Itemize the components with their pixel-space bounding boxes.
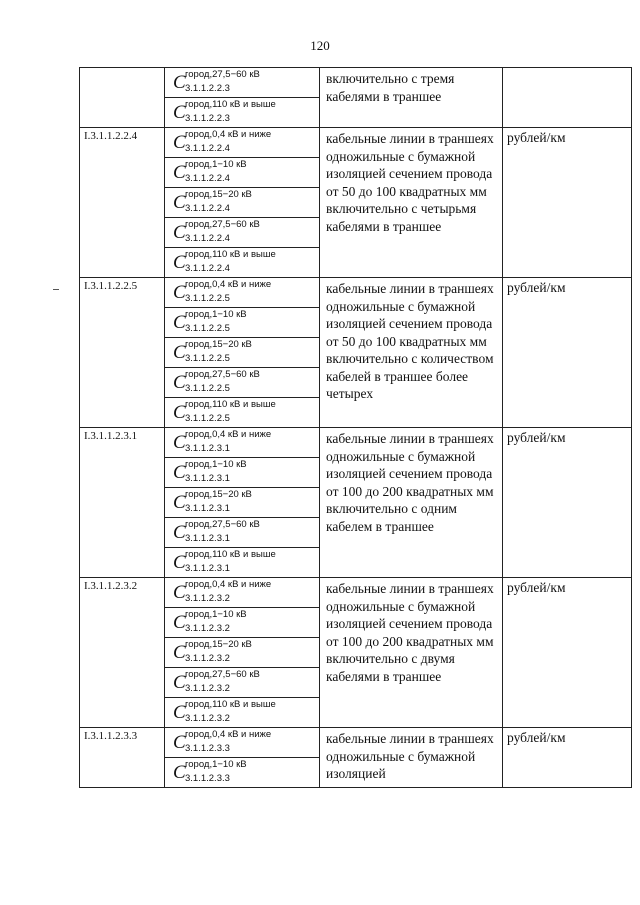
- rate-symbol-cell: [165, 398, 320, 428]
- symbol-subscript: 3.1.1.2.3.2: [185, 683, 230, 694]
- symbol-superscript: город,110 кВ и выше: [185, 99, 276, 110]
- symbol-subscript: 3.1.1.2.2.5: [185, 293, 230, 304]
- rate-symbol: [173, 758, 319, 787]
- symbol-letter-c: C: [173, 492, 186, 513]
- symbol-superscript: город,0,4 кВ и ниже: [185, 429, 272, 440]
- rate-symbol: [173, 638, 319, 667]
- rate-symbol-cell: [165, 188, 320, 218]
- rate-symbol: [173, 248, 319, 277]
- symbol-letter-c: C: [173, 252, 186, 273]
- symbol-letter-c: C: [173, 642, 186, 663]
- symbol-superscript: город,0,4 кВ и ниже: [185, 729, 272, 740]
- symbol-superscript: город,110 кВ и выше: [185, 699, 276, 710]
- rate-symbol: [173, 368, 319, 397]
- rate-symbol: [173, 278, 319, 307]
- rate-symbol-cell: [165, 368, 320, 398]
- rate-symbol-cell: [165, 128, 320, 158]
- symbol-letter-c: C: [173, 762, 186, 783]
- symbol-superscript: город,15−20 кВ: [185, 639, 252, 650]
- rate-symbol: [173, 128, 319, 157]
- rate-symbol: [173, 398, 319, 427]
- symbol-letter-c: C: [173, 552, 186, 573]
- rates-table-body: [80, 68, 632, 788]
- rate-symbol-cell: [165, 728, 320, 758]
- symbol-letter-c: C: [173, 732, 186, 753]
- symbol-letter-c: C: [173, 522, 186, 543]
- symbol-superscript: город,27,5−60 кВ: [185, 519, 260, 530]
- symbol-letter-c: C: [173, 132, 186, 153]
- symbol-subscript: 3.1.1.2.2.3: [185, 83, 230, 94]
- symbol-subscript: 3.1.1.2.3.3: [185, 773, 230, 784]
- rate-symbol-cell: [165, 458, 320, 488]
- symbol-subscript: 3.1.1.2.3.3: [185, 743, 230, 754]
- symbol-subscript: 3.1.1.2.2.5: [185, 413, 230, 424]
- rate-symbol-cell: [165, 158, 320, 188]
- rate-symbol-cell: [165, 758, 320, 788]
- row-description: кабельные линии в траншеях одножильные с бумажной изоляцией сечением провода от 50 до 100 квадратных мм включительно с количеством кабелей в траншее более четырех: [320, 278, 503, 428]
- rate-symbol-cell: [165, 98, 320, 128]
- rate-symbol: [173, 698, 319, 727]
- rate-symbol: [173, 458, 319, 487]
- rate-symbol: [173, 428, 319, 457]
- symbol-letter-c: C: [173, 402, 186, 423]
- rate-symbol-cell: [165, 698, 320, 728]
- row-description: кабельные линии в траншеях одножильные с бумажной изоляцией сечением провода от 100 до 200 квадратных мм включительно с двумя кабелями в траншее: [320, 578, 503, 728]
- symbol-subscript: 3.1.1.2.2.4: [185, 233, 230, 244]
- rates-table: [79, 67, 632, 788]
- rate-symbol-cell: [165, 578, 320, 608]
- rate-symbol-cell: [165, 248, 320, 278]
- table-row: [80, 428, 632, 458]
- page-number: 120: [310, 38, 330, 53]
- symbol-subscript: 3.1.1.2.2.4: [185, 263, 230, 274]
- symbol-subscript: 3.1.1.2.2.5: [185, 353, 230, 364]
- symbol-letter-c: C: [173, 582, 186, 603]
- table-row: [80, 278, 632, 308]
- symbol-letter-c: C: [173, 342, 186, 363]
- symbol-superscript: город,1−10 кВ: [185, 759, 247, 770]
- rate-symbol: [173, 188, 319, 217]
- symbol-subscript: 3.1.1.2.2.5: [185, 323, 230, 334]
- symbol-superscript: город,1−10 кВ: [185, 459, 247, 470]
- symbol-letter-c: C: [173, 702, 186, 723]
- rate-symbol: [173, 548, 319, 577]
- row-code: [80, 68, 165, 128]
- symbol-letter-c: C: [173, 222, 186, 243]
- row-unit: рублей/км: [503, 278, 632, 428]
- symbol-letter-c: C: [173, 282, 186, 303]
- symbol-subscript: 3.1.1.2.2.3: [185, 113, 230, 124]
- symbol-subscript: 3.1.1.2.3.2: [185, 653, 230, 664]
- symbol-superscript: город,27,5−60 кВ: [185, 669, 260, 680]
- rate-symbol-cell: [165, 218, 320, 248]
- row-unit: рублей/км: [503, 428, 632, 578]
- symbol-superscript: город,15−20 кВ: [185, 189, 252, 200]
- symbol-letter-c: C: [173, 102, 186, 123]
- symbol-letter-c: C: [173, 432, 186, 453]
- symbol-subscript: 3.1.1.2.3.2: [185, 623, 230, 634]
- symbol-subscript: 3.1.1.2.3.2: [185, 593, 230, 604]
- symbol-letter-c: C: [173, 672, 186, 693]
- rate-symbol: [173, 518, 319, 547]
- row-unit: [503, 68, 632, 128]
- symbol-subscript: 3.1.1.2.2.5: [185, 383, 230, 394]
- rate-symbol-cell: [165, 278, 320, 308]
- row-code: I.3.1.1.2.2.5: [80, 278, 165, 428]
- symbol-subscript: 3.1.1.2.2.4: [185, 203, 230, 214]
- row-code: I.3.1.1.2.3.1: [80, 428, 165, 578]
- symbol-letter-c: C: [173, 372, 186, 393]
- table-row: [80, 128, 632, 158]
- symbol-subscript: 3.1.1.2.3.1: [185, 473, 230, 484]
- rate-symbol-cell: [165, 488, 320, 518]
- rate-symbol-cell: [165, 548, 320, 578]
- symbol-superscript: город,15−20 кВ: [185, 339, 252, 350]
- rate-symbol: [173, 578, 319, 607]
- row-code: I.3.1.1.2.3.3: [80, 728, 165, 788]
- rate-symbol: [173, 158, 319, 187]
- symbol-subscript: 3.1.1.2.3.1: [185, 533, 230, 544]
- rate-symbol: [173, 98, 319, 127]
- symbol-superscript: город,1−10 кВ: [185, 309, 247, 320]
- symbol-letter-c: C: [173, 72, 186, 93]
- symbol-letter-c: C: [173, 462, 186, 483]
- row-code: I.3.1.1.2.2.4: [80, 128, 165, 278]
- rate-symbol-cell: [165, 308, 320, 338]
- symbol-letter-c: C: [173, 192, 186, 213]
- row-description: включительно с тремя кабелями в траншее: [320, 68, 503, 128]
- symbol-subscript: 3.1.1.2.3.1: [185, 503, 230, 514]
- rate-symbol-cell: [165, 518, 320, 548]
- symbol-superscript: город,110 кВ и выше: [185, 399, 276, 410]
- symbol-superscript: город,110 кВ и выше: [185, 249, 276, 260]
- symbol-superscript: город,27,5−60 кВ: [185, 219, 260, 230]
- rate-symbol: [173, 488, 319, 517]
- symbol-subscript: 3.1.1.2.3.1: [185, 563, 230, 574]
- table-row: [80, 578, 632, 608]
- rate-symbol-cell: [165, 428, 320, 458]
- row-description: кабельные линии в траншеях одножильные с бумажной изоляцией сечением провода от 100 до 200 квадратных мм включительно с одним кабелем в траншее: [320, 428, 503, 578]
- rate-symbol: [173, 338, 319, 367]
- symbol-superscript: город,1−10 кВ: [185, 609, 247, 620]
- row-unit: рублей/км: [503, 128, 632, 278]
- symbol-superscript: город,0,4 кВ и ниже: [185, 129, 272, 140]
- rate-symbol: [173, 68, 319, 97]
- row-description: кабельные линии в траншеях одножильные с бумажной изоляцией: [320, 728, 503, 788]
- row-description: кабельные линии в траншеях одножильные с бумажной изоляцией сечением провода от 50 до 100 квадратных мм включительно с четырьмя кабелями в траншее: [320, 128, 503, 278]
- symbol-superscript: город,110 кВ и выше: [185, 549, 276, 560]
- row-unit: рублей/км: [503, 728, 632, 788]
- rate-symbol: [173, 608, 319, 637]
- rate-symbol: [173, 218, 319, 247]
- symbol-superscript: город,27,5−60 кВ: [185, 369, 260, 380]
- symbol-subscript: 3.1.1.2.3.2: [185, 713, 230, 724]
- symbol-letter-c: C: [173, 312, 186, 333]
- rate-symbol-cell: [165, 668, 320, 698]
- symbol-subscript: 3.1.1.2.3.1: [185, 443, 230, 454]
- rate-symbol: [173, 728, 319, 757]
- table-row: [80, 68, 632, 98]
- symbol-superscript: город,15−20 кВ: [185, 489, 252, 500]
- margin-mark: [53, 289, 59, 290]
- rate-symbol: [173, 308, 319, 337]
- symbol-superscript: город,0,4 кВ и ниже: [185, 279, 272, 290]
- table-row: [80, 728, 632, 758]
- symbol-subscript: 3.1.1.2.2.4: [185, 173, 230, 184]
- rate-symbol: [173, 668, 319, 697]
- row-code: I.3.1.1.2.3.2: [80, 578, 165, 728]
- symbol-superscript: город,27,5−60 кВ: [185, 69, 260, 80]
- symbol-subscript: 3.1.1.2.2.4: [185, 143, 230, 154]
- symbol-superscript: город,0,4 кВ и ниже: [185, 579, 272, 590]
- row-unit: рублей/км: [503, 578, 632, 728]
- rate-symbol-cell: [165, 608, 320, 638]
- rate-symbol-cell: [165, 638, 320, 668]
- symbol-letter-c: C: [173, 612, 186, 633]
- symbol-letter-c: C: [173, 162, 186, 183]
- rate-symbol-cell: [165, 338, 320, 368]
- rate-symbol-cell: [165, 68, 320, 98]
- symbol-superscript: город,1−10 кВ: [185, 159, 247, 170]
